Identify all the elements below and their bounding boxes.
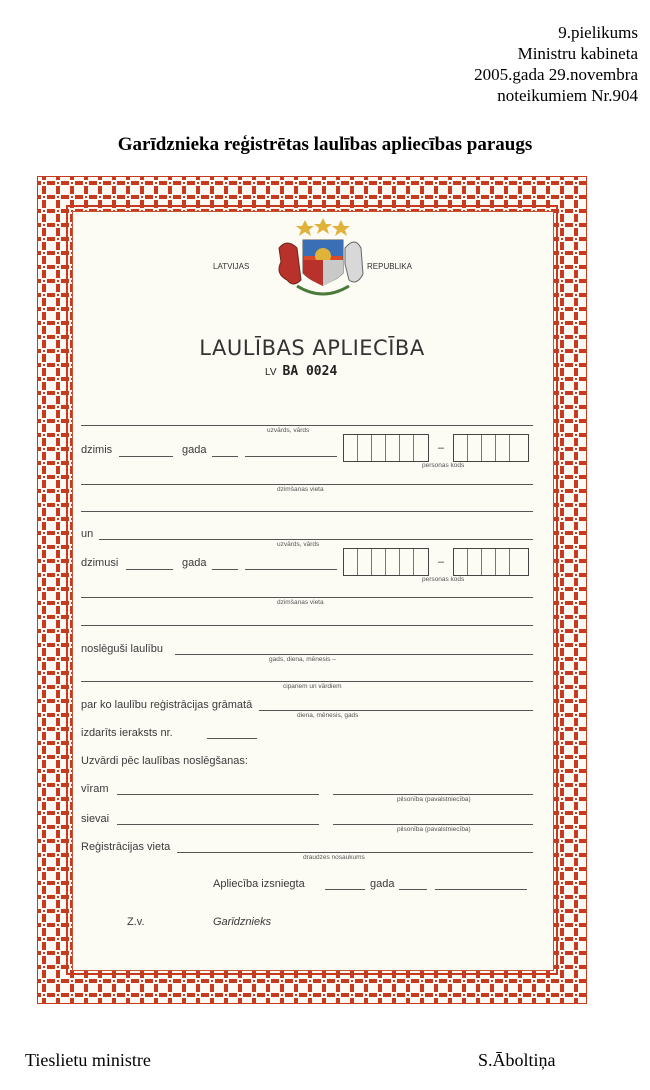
birthplace-line-1[interactable] xyxy=(81,484,533,485)
marriage-date-line[interactable] xyxy=(175,654,533,655)
name-line-2[interactable] xyxy=(99,539,533,540)
caption-birthplace-1: dzimšanas vieta xyxy=(277,486,324,493)
annex-reference xyxy=(474,22,638,106)
personal-code-box-1a[interactable] xyxy=(343,434,429,462)
annex-number: 9.pielikums xyxy=(558,23,638,42)
caption-personal-code-2: personas kods xyxy=(422,576,465,583)
reg-place-line[interactable] xyxy=(177,852,533,853)
label-concluded: noslēguši laulību xyxy=(81,643,163,655)
label-born-f: dzimusi xyxy=(81,557,119,569)
caption-citizenship-2: pilsonība (pavalstniecība) xyxy=(397,826,471,833)
coat-of-arms-icon xyxy=(257,218,377,308)
coat-label-left: LATVIJAS xyxy=(213,262,250,271)
wife-surname-line[interactable] xyxy=(117,824,319,825)
document-title: Garīdznieka reģistrētas laulības apliecības paraugs xyxy=(117,134,533,155)
footer-minister-title: Tieslietu ministre xyxy=(25,1050,151,1070)
marriage-date-words-line[interactable] xyxy=(81,681,533,682)
label-husband: vīram xyxy=(81,783,109,795)
caption-day-month-year: diena, mēnesis, gads xyxy=(297,712,359,719)
born-date-line-2[interactable] xyxy=(245,569,337,570)
clergy-label: Garīdznieks xyxy=(213,916,272,928)
caption-birthplace-2: dzimšanas vieta xyxy=(277,599,324,606)
caption-names-2: uzvārds, vārds xyxy=(277,541,320,548)
caption-date: gads, diena, mēnesis – xyxy=(269,656,336,663)
husband-surname-line[interactable] xyxy=(117,794,319,795)
label-register: par ko laulību reģistrācijas grāmatā xyxy=(81,699,253,711)
coat-label-right: REPUBLIKA xyxy=(367,262,412,271)
birthplace-line-2[interactable] xyxy=(81,597,533,598)
caption-parish: draudzes nosaukums xyxy=(303,854,365,861)
serial-number xyxy=(265,364,337,379)
record-number-line[interactable] xyxy=(207,738,257,739)
label-year-2: gada xyxy=(182,557,207,569)
born-day-line-1[interactable] xyxy=(119,456,173,457)
issued-date-line[interactable] xyxy=(435,889,527,890)
label-surnames-after: Uzvārdi pēc laulības noslēgšanas: xyxy=(81,755,248,767)
personal-code-box-2b[interactable] xyxy=(453,548,529,576)
register-date-line[interactable] xyxy=(259,710,533,711)
extra-line-1[interactable] xyxy=(81,511,533,512)
label-issued: Apliecība izsniegta xyxy=(213,878,305,890)
wife-citizenship-line[interactable] xyxy=(333,824,533,825)
born-year-line-2[interactable] xyxy=(212,569,238,570)
caption-personal-code-1: personas kods xyxy=(422,462,465,469)
personal-code-dash-1: – xyxy=(438,442,445,454)
issued-year-line[interactable] xyxy=(399,889,427,890)
born-year-line-1[interactable] xyxy=(212,456,238,457)
born-day-line-2[interactable] xyxy=(126,569,173,570)
footer-minister-name: S.Āboltiņa xyxy=(478,1050,556,1070)
label-born-m: dzimis xyxy=(81,444,113,456)
label-and: un xyxy=(81,528,94,540)
annex-date: 2005.gada 29.novembra xyxy=(474,65,638,84)
label-wife: sievai xyxy=(81,813,110,825)
annex-issuer: Ministru kabineta xyxy=(517,44,638,63)
certificate-heading: LAULĪBAS APLIECĪBA xyxy=(199,336,425,360)
label-record: izdarīts ieraksts nr. xyxy=(81,727,173,739)
personal-code-dash-2: – xyxy=(438,556,445,568)
label-year-3: gada xyxy=(370,878,395,890)
serial-value: BA 0024 xyxy=(282,364,338,379)
issued-day-line[interactable] xyxy=(325,889,365,890)
serial-prefix: LV xyxy=(265,367,277,378)
personal-code-box-2a[interactable] xyxy=(343,548,429,576)
husband-citizenship-line[interactable] xyxy=(333,794,533,795)
caption-in-words: cipariem un vārdiem xyxy=(283,683,342,690)
certificate-sample xyxy=(37,176,587,1004)
label-reg-place: Reģistrācijas vieta xyxy=(81,841,171,853)
label-year-1: gada xyxy=(182,444,207,456)
seal-label: Z.v. xyxy=(127,916,145,928)
caption-citizenship-1: pilsonība (pavalstniecība) xyxy=(397,796,471,803)
personal-code-box-1b[interactable] xyxy=(453,434,529,462)
extra-line-2[interactable] xyxy=(81,625,533,626)
caption-names-1: uzvārds, vārds xyxy=(267,427,310,434)
name-line-1[interactable] xyxy=(81,425,533,426)
born-date-line-1[interactable] xyxy=(245,456,337,457)
annex-regulation: noteikumiem Nr.904 xyxy=(497,86,638,105)
